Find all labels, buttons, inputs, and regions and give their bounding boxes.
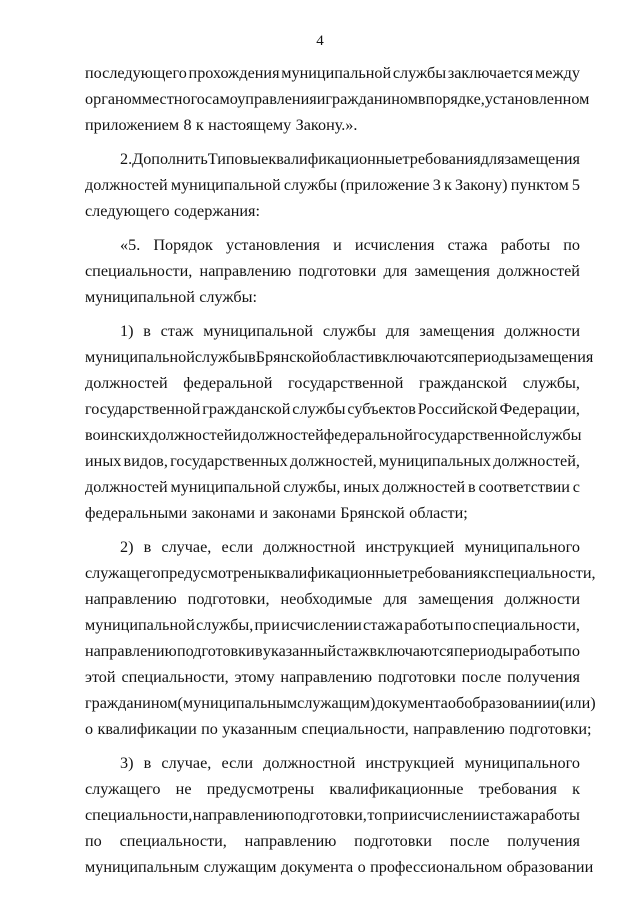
paragraph: [85, 318, 594, 526]
paragraph: [85, 232, 580, 310]
paragraph-gap: [85, 310, 580, 318]
text-line: направлению подготовки, необходимые для замещения должности: [85, 590, 580, 608]
text-line: воинских должностей и должностей федеральной государственной службы: [85, 426, 582, 444]
text-line: муниципальной службы в Брянской области включаются периоды замещения: [85, 348, 594, 366]
text-line: по специальности, направлению подготовки после получения: [85, 832, 580, 850]
text-line: должностей муниципальной службы, иных должностей в соответствии с: [85, 478, 580, 496]
text-line: иных видов, государственных должностей, муниципальных должностей,: [85, 452, 580, 470]
text-line: органом местного самоуправления и гражданином в порядке, установленном: [85, 90, 590, 108]
paragraph: [85, 750, 594, 880]
text-line: служащего предусмотрены квалификационные требования к специальности,: [85, 564, 596, 582]
text-line: специальности, направлению подготовки, то при исчислении стажа работы: [85, 806, 580, 824]
paragraph-gap: [85, 138, 580, 146]
text-line: 2) в случае, если должностной инструкцией муниципального: [120, 538, 580, 556]
text-line: специальности, направлению подготовки для замещения должностей: [85, 262, 580, 280]
text-line: муниципальной службы:: [85, 288, 257, 306]
text-line: муниципальным служащим документа о профессиональном образовании: [85, 858, 594, 876]
text-line: этой специальности, этому направлению подготовки после получения: [85, 668, 580, 686]
text-line: направлению подготовки в указанный стаж включаются периоды работы по: [85, 642, 580, 660]
text-line: «5. Порядок установления и исчисления стажа работы по: [120, 236, 580, 254]
text-line: последующего прохождения муниципальной службы заключается между: [85, 64, 580, 82]
paragraph: [85, 146, 580, 224]
paragraph-gap: [85, 526, 580, 534]
text-line: муниципальной службы, при исчислении стажа работы по специальности,: [85, 616, 580, 634]
text-line: должностей федеральной государственной гражданской службы,: [85, 374, 580, 392]
text-line: следующего содержания:: [85, 202, 260, 220]
text-line: гражданином (муниципальным служащим) документа об образовании и (или): [85, 694, 596, 712]
text-line: приложением 8 к настоящему Закону.».: [85, 116, 358, 134]
paragraph-gap: [85, 742, 580, 750]
paragraph-gap: [85, 224, 580, 232]
paragraph: [85, 534, 596, 742]
text-line: 1) в стаж муниципальной службы для замещения должности: [120, 322, 580, 340]
text-line: 3) в случае, если должностной инструкцией муниципального: [120, 754, 580, 772]
text-line: федеральными законами и законами Брянской области;: [85, 504, 468, 522]
text-line: 2. Дополнить Типовые квалификационные требования для замещения: [120, 150, 580, 168]
text-line: должностей муниципальной службы (приложение 3 к Закону) пунктом 5: [85, 176, 580, 194]
page-number: 4: [316, 33, 324, 49]
text-line: о квалификации по указанным специальности, направлению подготовки;: [85, 720, 592, 738]
text-line: государственной гражданской службы субъектов Российской Федерации,: [85, 400, 580, 418]
document-body: [85, 60, 596, 880]
text-line: служащего не предусмотрены квалификационные требования к: [85, 780, 580, 798]
paragraph: [85, 60, 590, 138]
